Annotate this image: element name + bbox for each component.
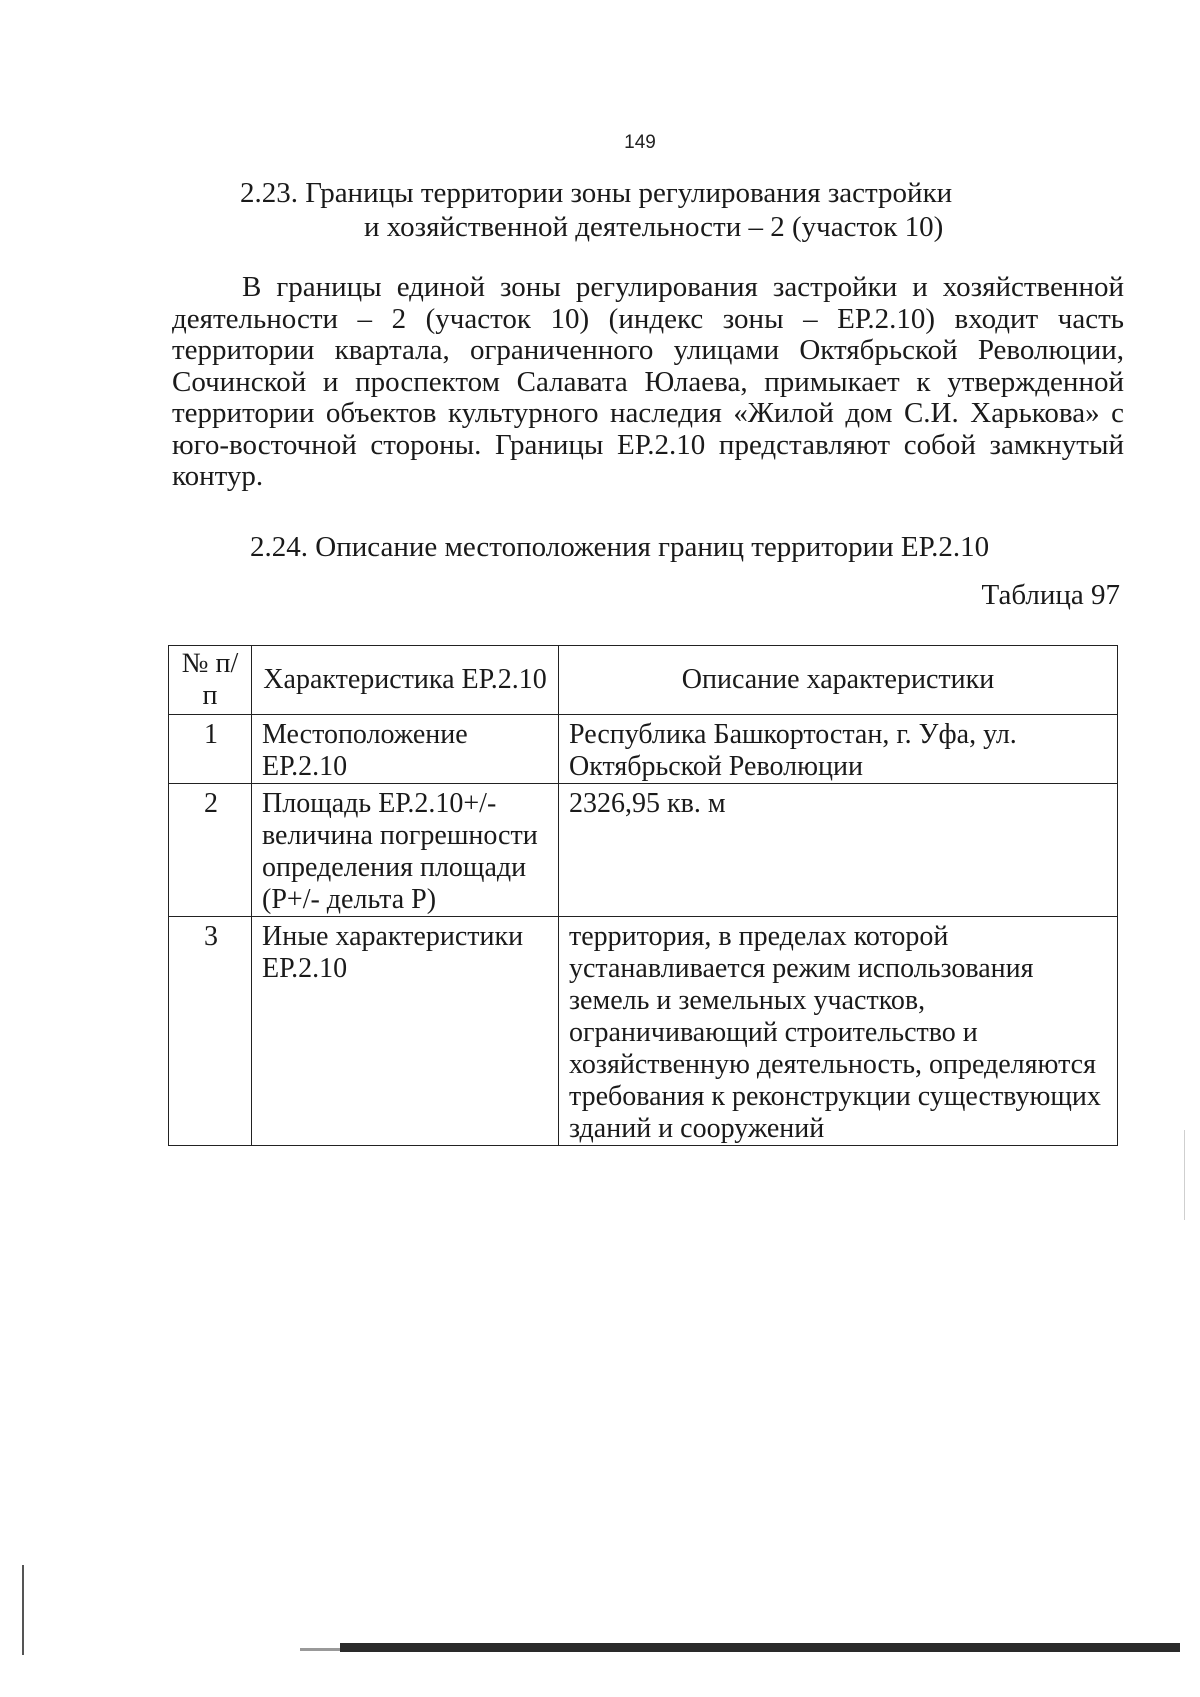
table-row <box>169 917 1118 1146</box>
row-description: 2326,95 кв. м <box>559 784 1118 917</box>
section-heading-2-23 <box>240 176 1080 244</box>
section-heading-2-23-line1: 2.23. Границы территории зоны регулирования застройки <box>240 177 953 209</box>
table-row <box>169 784 1118 917</box>
section-heading-2-24: 2.24. Описание местоположения границ территории ЕР.2.10 <box>250 531 990 563</box>
row-characteristic: Площадь ЕР.2.10+/- величина погрешности определения площади (Р+/- дельта Р) <box>252 784 559 917</box>
section-heading-2-23-line2: и хозяйственной деятельности – 2 (участок 10) <box>364 211 944 243</box>
section-2-23-body: В границы единой зоны регулирования застройки и хозяйственной деятельности – 2 (участок 10) (индекс зоны – ЕР.2.10) входит часть территории квартала, ограниченного улицами Октябрьской Революции, Сочинской и проспектом Салавата Юлаева, примыкает к утвержденной территории объектов культурного наследия «Жилой дом С.И. Харькова» с юго-восточной стороны. Границы ЕР.2.10 представляют собой замкнутый контур. <box>172 271 1124 492</box>
row-num: 2 <box>169 784 252 917</box>
characteristics-table <box>168 645 1118 1146</box>
row-num: 3 <box>169 917 252 1146</box>
row-num: 1 <box>169 715 252 784</box>
scan-margin-mark-left <box>22 1565 24 1655</box>
scan-bottom-edge <box>340 1643 1180 1652</box>
table-caption: Таблица 97 <box>981 579 1120 611</box>
header-characteristic: Характеристика ЕР.2.10 <box>252 646 559 715</box>
row-description: Республика Башкортостан, г. Уфа, ул. Октябрьской Революции <box>559 715 1118 784</box>
header-description: Описание характеристики <box>559 646 1118 715</box>
table-header-row <box>169 646 1118 715</box>
row-description: территория, в пределах которой устанавливается режим использования земель и земельных участков, ограничивающий строительство и хозяйственную деятельность, определяются требования к реконструкции существующих зданий и сооружений <box>559 917 1118 1146</box>
row-characteristic: Местоположение ЕР.2.10 <box>252 715 559 784</box>
scan-margin-mark-right <box>1184 1130 1185 1220</box>
row-characteristic: Иные характеристики ЕР.2.10 <box>252 917 559 1146</box>
scan-edge-fade <box>300 1648 340 1651</box>
page-number: 149 <box>624 132 656 153</box>
header-num: № п/п <box>169 646 252 715</box>
table-row <box>169 715 1118 784</box>
